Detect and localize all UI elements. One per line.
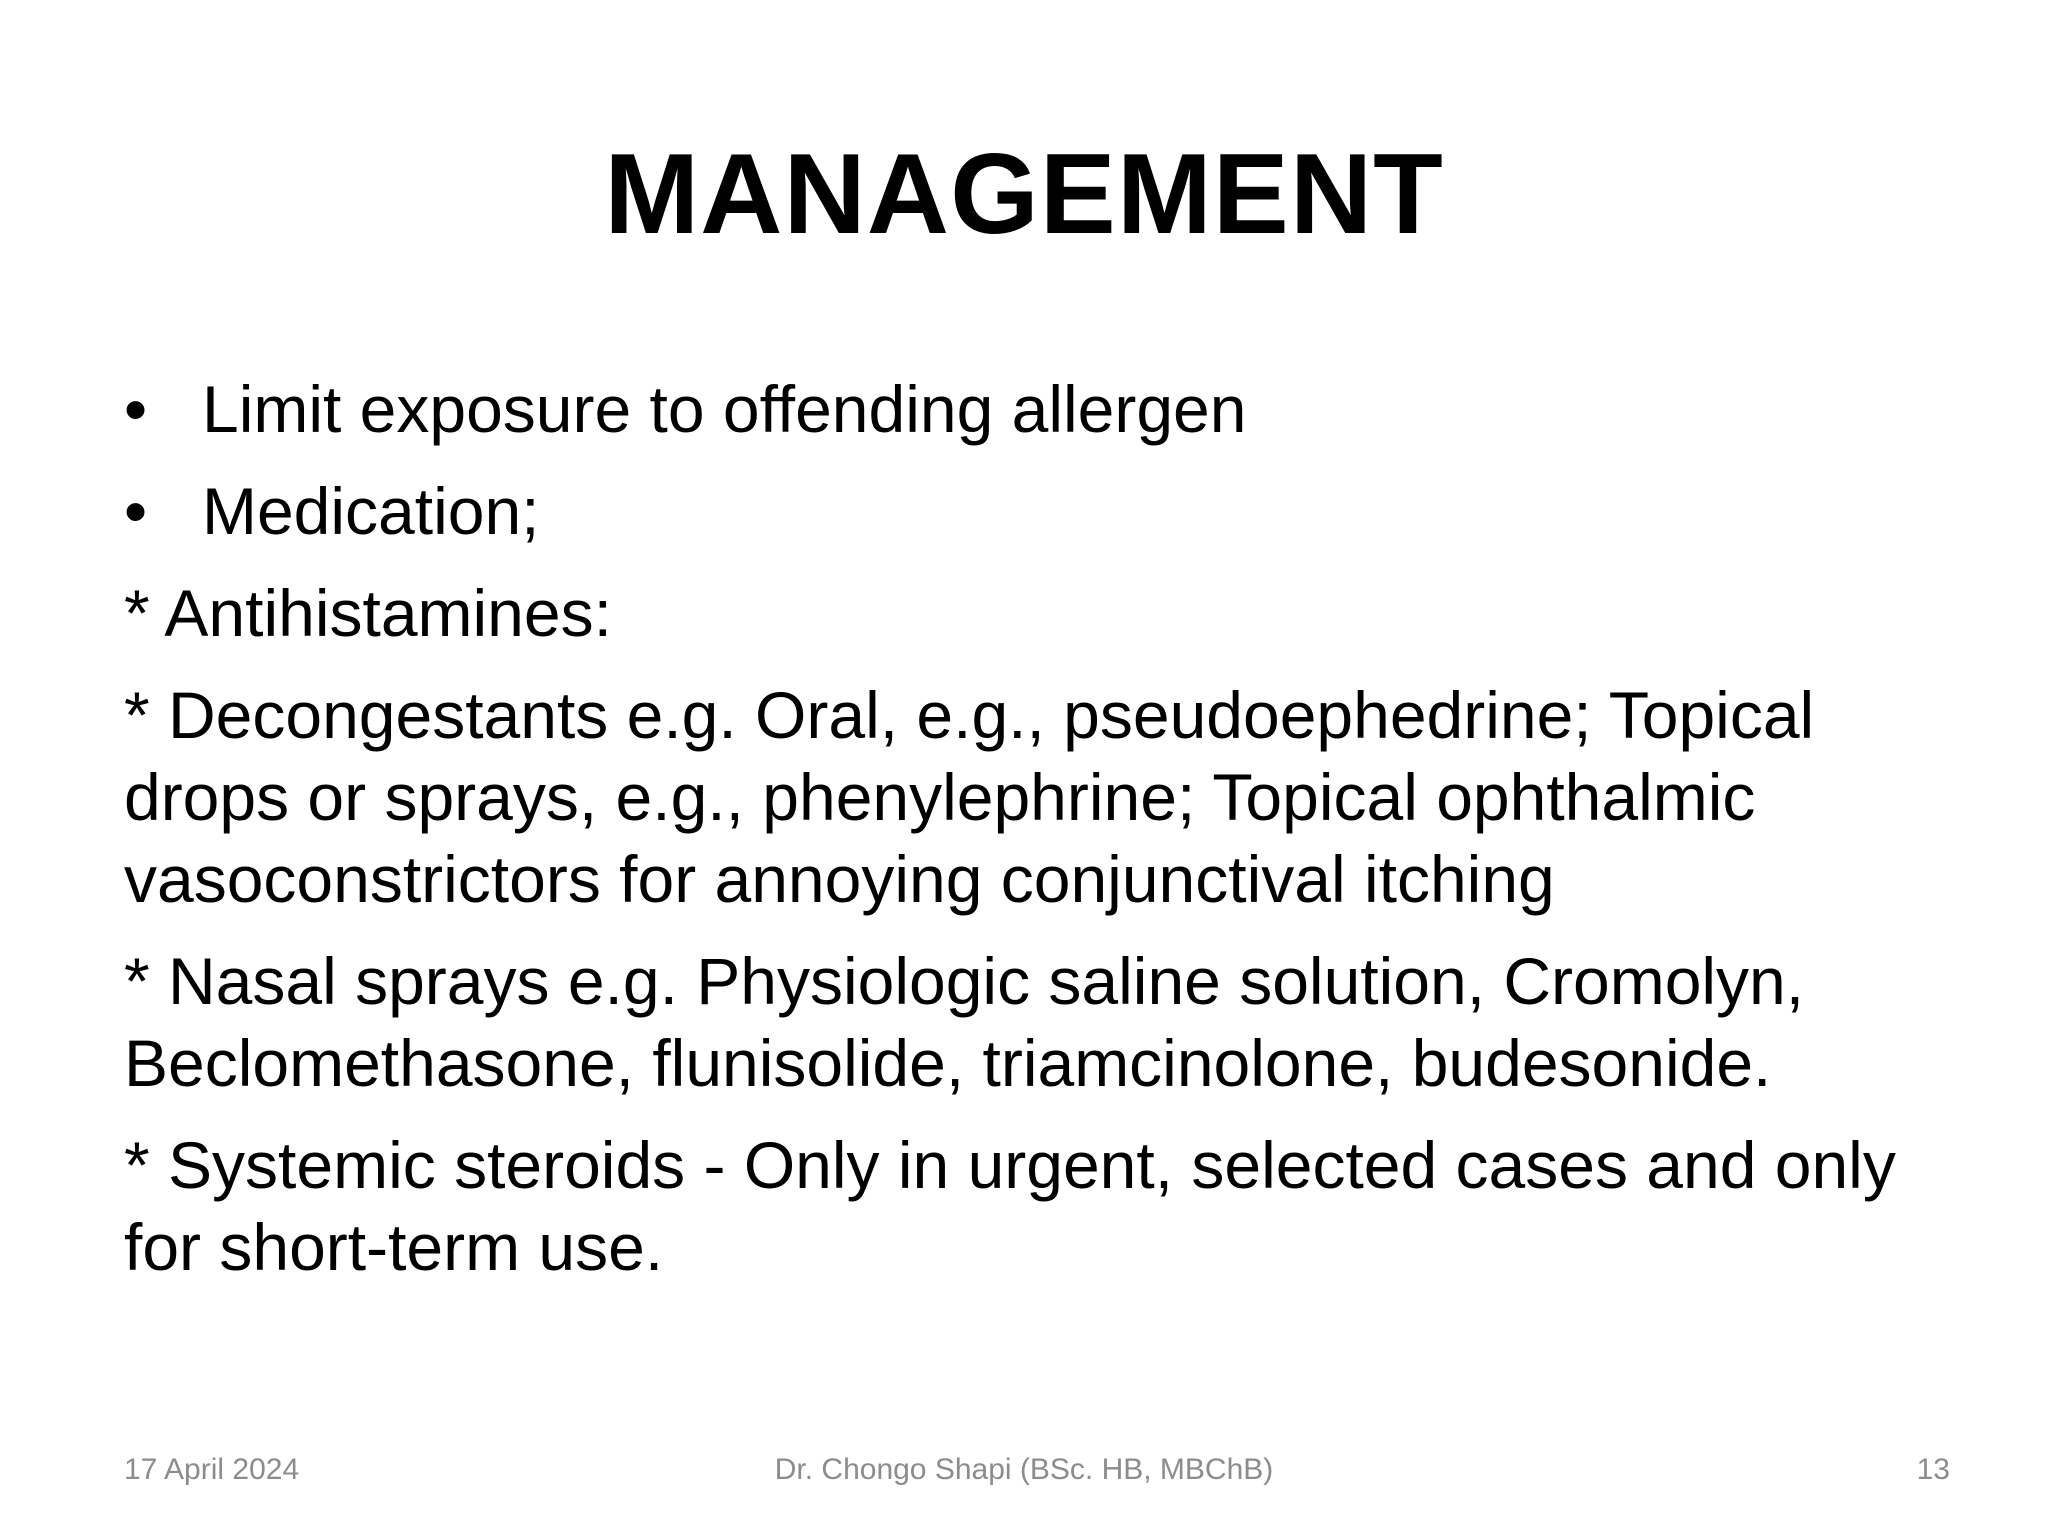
slide-title: MANAGEMENT — [604, 131, 1444, 258]
footer-author: Dr. Chongo Shapi (BSc. HB, MBChB) — [774, 1453, 1274, 1486]
bullet-icon: • — [124, 474, 148, 548]
item-systemic-steroids: * Systemic steroids - Only in urgent, selected cases and only for short-term use. — [124, 1128, 1896, 1284]
bullet-item-limit-exposure — [124, 368, 1954, 450]
page-number: 13 — [1916, 1453, 1950, 1486]
footer-date: 17 April 2024 — [124, 1453, 300, 1486]
item-nasal-sprays: * Nasal sprays e.g. Physiologic saline solution, Cromolyn, Beclomethasone, flunisolide, triamcinolone, budesonide. — [124, 944, 1805, 1100]
bullet-text: Limit exposure to offending allergen — [202, 372, 1247, 446]
item-decongestants: * Decongestants e.g. Oral, e.g., pseudoephedrine; Topical drops or sprays, e.g., phenylephrine; Topical ophthalmic vasoconstrictors for annoying conjunctival itching — [124, 678, 1815, 916]
bullet-text: Medication; — [202, 474, 540, 548]
bullet-icon: • — [124, 372, 148, 446]
item-antihistamines: * Antihistamines: — [124, 576, 612, 650]
bullet-item-medication — [124, 470, 1954, 552]
slide-body — [124, 368, 1954, 1308]
